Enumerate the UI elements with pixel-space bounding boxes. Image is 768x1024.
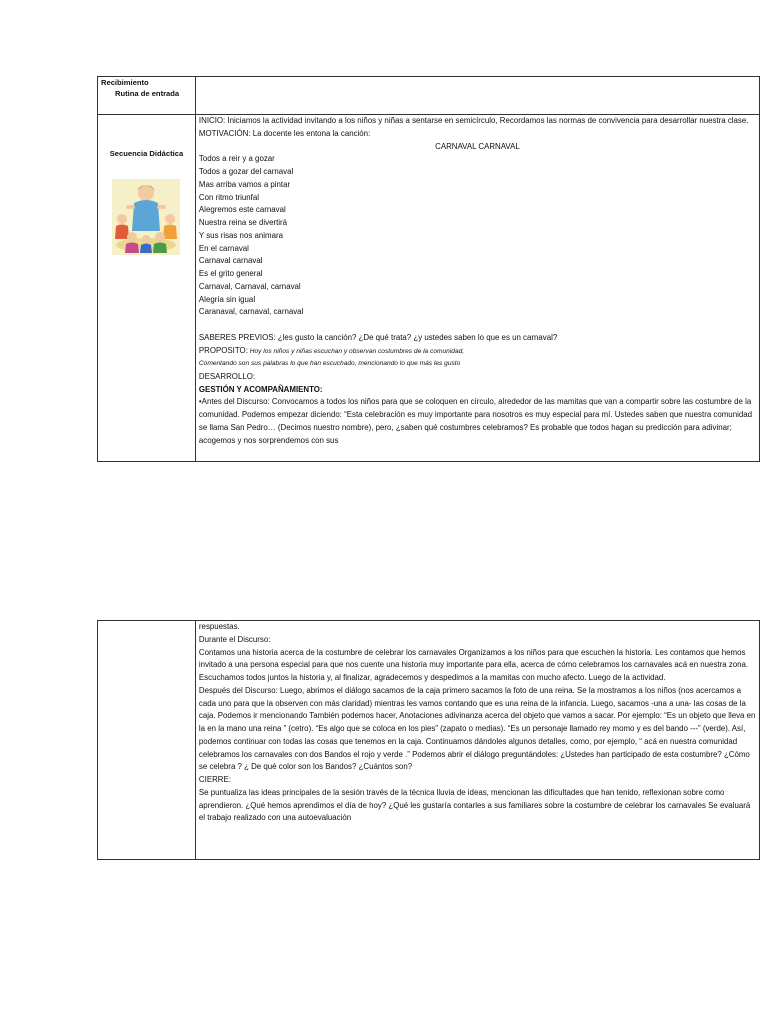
song-line: Nuestra reina se divertirá (198, 218, 288, 227)
song-line: Mas arriba vamos a pintar (198, 179, 291, 189)
song-line: Carnaval carnaval (198, 256, 263, 266)
secuencia-label: Secuencia Didáctica (109, 149, 184, 158)
recibimiento-label: Recibimiento (101, 78, 149, 87)
durante-text: Contamos una historia acerca de la costumbre de celebrar los carnavales Organizamos a los niños para que escuchen la historia. Les contamos que hemos invitado a una persona especial para que nos cuente una historia muy importante para ella, acerca de cómo celebramos los carnavales acá en nuestra zona. Escuchamos todos juntos la historia y, al finalizar, agradecemos y despedimos a la mamitas con mucho afecto. Luego de la actividad. (198, 647, 749, 682)
inicio-text: INICIO: Iniciamos la actividad invitando a los niños y niñas a sentarse en semicírculo, Recordamos las normas de convivencia para desarrollar nuestra clase. (198, 116, 749, 125)
secuencia-content (199, 115, 756, 461)
continuation-content (199, 621, 756, 859)
proposito-label: PROPOSITO: (198, 345, 248, 355)
recibimiento-cell (98, 77, 196, 115)
song-line: Alegremos este carnaval (198, 205, 286, 215)
proposito-text: Hoy los niños y niñas escuchan y observan costumbres de la comunidad, (247, 347, 465, 355)
durante-heading: Durante el Discurso: (198, 634, 271, 644)
continuation-content-cell (195, 621, 759, 860)
row-recibimiento (98, 77, 760, 115)
song-line: Con ritmo triunfal (198, 192, 259, 202)
song-line: Caranaval, carnaval, carnaval (198, 307, 304, 317)
secuencia-content-cell (195, 115, 759, 462)
rutina-label: Rutina de entrada (115, 89, 180, 98)
antes-text: •Antes del Discurso: Convocamos a todos los niños para que se coloquen en círculo, alrededor de las mamitas que van a compartir sobre las costumbre de la comunidad. Podemos empezar diciendo: “Esta celebración es muy importante para nosotros es muy especial para mí. Ustedes saben que nuestra comunidad se llama San Pedro… (Decimos nuestro nombre), pero, ¿saben qué costumbres celebramos? Es probable que todos hagan su predicción para adivinar; acogemos y nos sorprendemos con sus (198, 397, 753, 445)
song-line: Todos a reir y a gozar (198, 154, 275, 164)
cierre-heading: CIERRE: (198, 775, 231, 784)
secuencia-cell (98, 115, 196, 462)
empty-label-cell (98, 621, 196, 860)
song-title: CARNAVAL CARNAVAL (435, 141, 520, 151)
motivacion-text: MOTIVACIÓN: La docente les entona la canción: (198, 128, 371, 138)
song-line: Todos a gozar del carnaval (198, 167, 294, 176)
session-table-page-1 (97, 76, 760, 462)
respuestas-text: respuestas. (198, 622, 240, 631)
session-table-page-2 (97, 620, 760, 860)
recibimiento-content-cell (195, 77, 759, 115)
desarrollo-heading: DESARROLLO: (198, 371, 256, 381)
saberes-text: SABERES PREVIOS: ¿les gusto la canción? ¿De qué trata? ¿y ustedes saben lo que es un carnaval? (198, 332, 558, 342)
despues-text: Después del Discurso: Luego, abrimos el diálogo sacamos de la caja primero sacamos la foto de una reina. Se la mostramos a los niños (nos acercamos a cada uno para que la observen con más claridad) mientras les vamos contando que es una reina de la infancia. Luego, sacamos -una a una- las cosas de la caja. Podemos ir mencionando También podemos hacer, Anotaciones adivinanza acerca del objeto que vamos a sacar. Por ejemplo: “Es un objeto que lleva en la en la mano una reina ” (cetro). “Es algo que se coloca en los pies” (zapato o medias). “Es un personaje llamado rey momo y es del bando ---” (verde). Así, podemos continuar con todas las cosas que tenemos en la caja. Continuamos dándoles algunos detalles, como, por ejemplo, “ acá en nuestra comunidad celebramos los carnavales con dos Bandos el rojo y verde .” Podemos abrir el diálogo preguntándoles: ¿Ustedes han participado de esta costumbre? ¿Cómo se celebra ? ¿ De qué color son los Bandos? ¿Cuántos son? (198, 685, 756, 772)
proposito-text-2: Comentando son sus palabras lo que han escuchado, mencionando lo que más les gusto (198, 360, 461, 368)
blank-line (199, 319, 756, 332)
gestion-heading: GESTIÓN Y ACOMPAÑAMIENTO: (198, 384, 323, 394)
song-line: Carnaval, Carnaval, carnaval (198, 281, 301, 291)
song-line: Es el grito general (198, 269, 263, 278)
proposito-line (199, 345, 756, 359)
children-circle-illustration-icon (112, 179, 180, 255)
song-line: Y sus risas nos animara (198, 230, 283, 240)
song-line: Alegría sin igual (198, 294, 256, 304)
cierre-text: Se puntualiza las ideas principales de la sesión través de la técnica lluvia de ideas, mencionan las dificultades que han tenido, reflexionan sobre como aprendieron. ¿Qué hemos aprendimos el día de hoy? ¿Qué les gustaría contarles a sus familiares sobre la costumbre de celebrar los carnavales Se evaluará el trabajo realizado con una autoevaluación (198, 787, 751, 823)
row-secuencia (98, 115, 760, 462)
row-continuation (98, 621, 760, 860)
song-line: En el carnaval (198, 243, 249, 253)
